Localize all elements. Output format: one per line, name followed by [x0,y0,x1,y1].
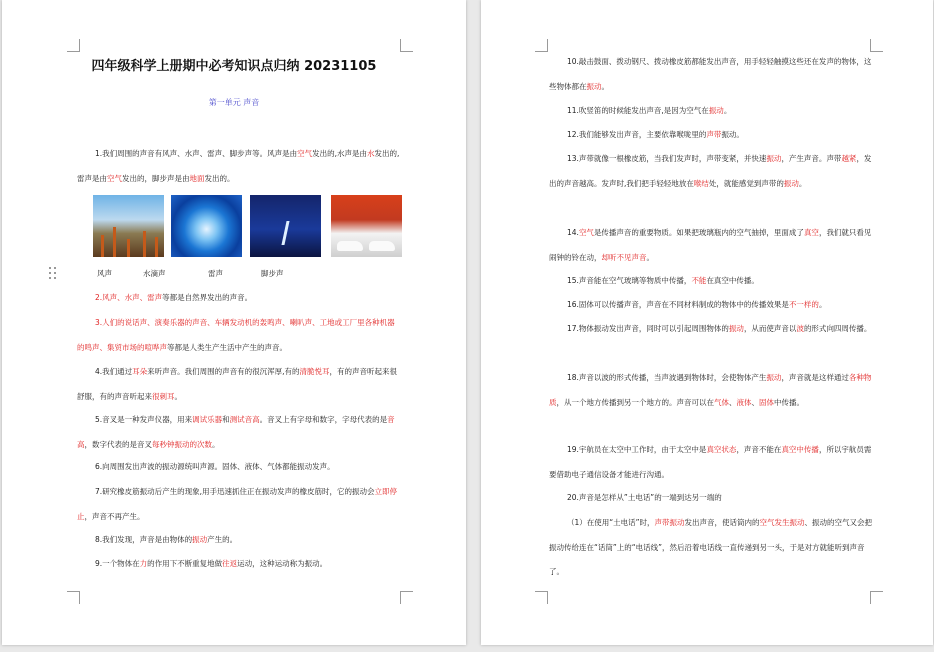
drag-handle-icon[interactable] [48,266,58,280]
paragraph-1: 1.我们周围的声音有风声、水声、雷声、脚步声等。风声是由空气发出的,水声是由水发出的,雷声是由空气发出的，脚步声是由地面发出的。 [77,149,400,183]
paragraph-7: 7.研究橡皮筋振动后产生的现象,用手迅速抓住正在振动发声的橡皮筋时，它的振动会立即停止，声音不再产生。 [77,487,398,521]
paragraph-4: 4.我们通过耳朵来听声音。我们周围的声音有的很沉浑厚,有的清脆悦耳，有的声音听起来很舒服，有的声音听起来很刺耳。 [77,367,398,401]
paragraph-16: 16.固体可以传播声音，声音在不同材料制成的物体中的传播效果是不一样的。 [567,300,827,309]
document-page-left [2,0,466,645]
corner-mark [535,39,548,52]
corner-mark [400,39,413,52]
paragraph-8: 8.我们发现，声音是由物体的振动产生的。 [95,535,238,544]
paragraph-3: 3.人们的说话声、演奏乐器的声音、车辆发动机的轰鸣声、喇叭声、工地或工厂里各种机器的鸣声、集贸市场的喧哗声等都是人类生产生活中产生的声音。 [77,318,395,352]
corner-mark [67,39,80,52]
paragraph-11: 11.吹竖笛的时候能发出声音,是因为空气在振动。 [567,106,732,115]
corner-mark [870,591,883,604]
paragraph-21: （1）在使用“土电话”时，声带振动发出声音，使话筒内的空气发生振动、振动的空气又会把振动传给连在“话筒”上的“电话线”，然后沿着电话线一直传递到另一头，于是对方就能听到声音了。 [549,518,873,576]
wind-photo [93,195,164,257]
paragraph-15: 15.声音能在空气玻璃等物质中传播，不能在真空中传播。 [567,276,759,285]
paragraph-9: 9.一个物体在力的作用下不断重复地做往返运动，这种运动称为振动。 [95,559,328,568]
paragraph-19: 19.宇航员在太空中工作时，由于太空中是真空状态，声音不能在真空中传播，所以宇航员需要借助电子通信设备才能进行沟通。 [549,445,872,479]
paragraph-17: 17.物体振动发出声音，同时可以引起周围物体的振动，从而使声音以波的形式向四周传播。 [567,324,872,333]
paragraph-13: 13.声带就像一根橡皮筋，当我们发声时，声带变紧，并快速振动，产生声音。声带越紧，发出的声音越高。发声时,我们把手轻轻地放在喉结处，就能感觉到声带的振动。 [549,154,872,188]
caption-wind: 风声 [97,269,112,278]
unit-heading: 第一单元 声音 [208,98,260,107]
paragraph-2: 2.风声、水声、雷声等都是自然界发出的声音。 [95,293,253,302]
paragraph-20: 20.声音是怎样从”土电话”的一端到达另一端的 [567,493,722,502]
paragraph-10: 10.敲击鼓面、拨动钢尺、拨动橡皮筋都能发出声音，用手轻轻触摸这些还在发声的物体，这些物体都在振动。 [549,57,872,91]
corner-mark [400,591,413,604]
paragraph-12: 12.我们能够发出声音，主要依靠喉咙里的声带振动。 [567,130,744,139]
caption-thunder: 雷声 [208,269,223,278]
document-page-right [481,0,933,645]
document-title: 四年级科学上册期中必考知识点归纳 20231105 [91,59,377,74]
caption-footsteps: 脚步声 [261,269,284,278]
caption-water-drop: 水滴声 [143,269,166,278]
corner-mark [67,591,80,604]
water-drop-photo [171,195,242,257]
thunder-photo [250,195,321,257]
paragraph-14: 14.空气是传播声音的重要物质。如果把玻璃瓶内的空气抽掉，里面成了真空，我们就只看见闹钟的铃在动，却听不见声音。 [549,228,872,262]
footsteps-photo [331,195,402,257]
paragraph-5: 5.音叉是一种发声仪器，用来调试乐器和测试音高。音叉上有字母和数字，字母代表的是音高，数字代表的是音叉每秒钟振动的次数。 [77,415,395,449]
paragraph-18: 18.声音以波的形式传播，当声波遇到物体时，会使物体产生振动，声音就是这样通过各种物质，从一个地方传播到另一个地方的。声音可以在气体、液体、固体中传播。 [549,373,872,407]
paragraph-6: 6.向周围发出声波的振动源统叫声源。固体、液体、气体都能振动发声。 [95,462,335,471]
corner-mark [535,591,548,604]
